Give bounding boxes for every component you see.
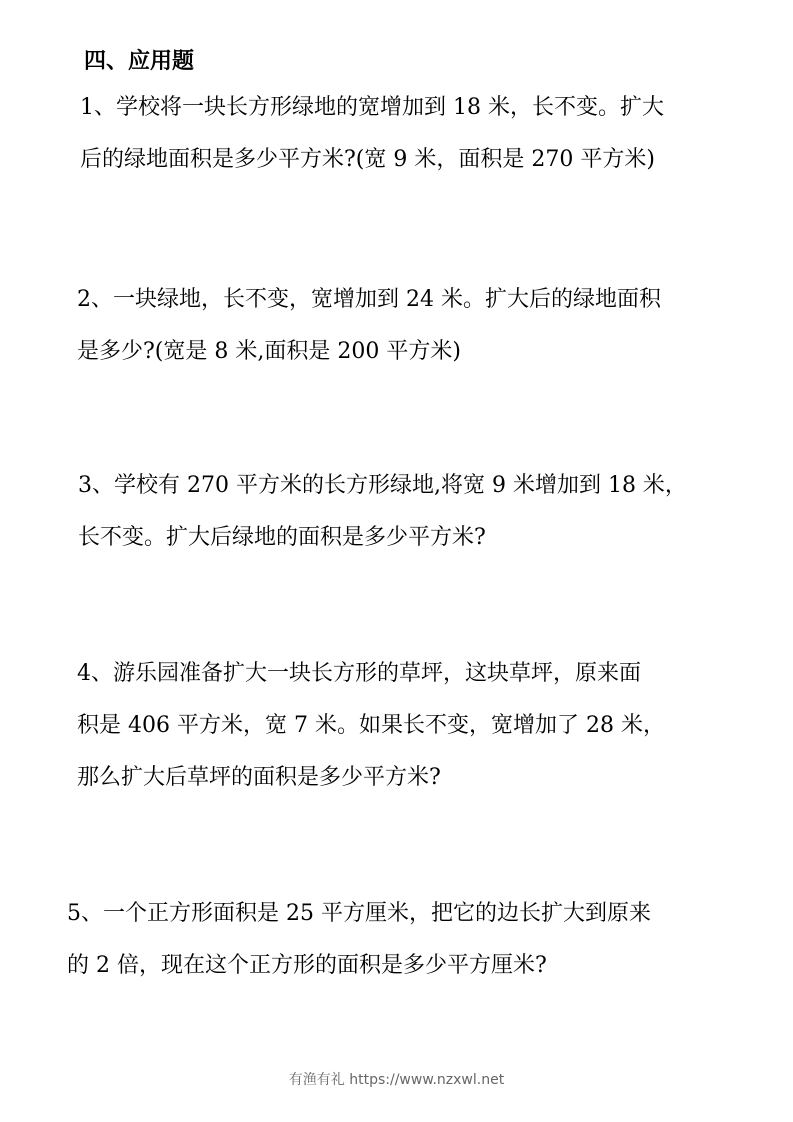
problem-2-line-2: 是多少?(宽是 8 米,面积是 200 平方米) bbox=[77, 339, 461, 364]
problem-2-line-1: 2、一块绿地，长不变，宽增加到 24 米。扩大后的绿地面积 bbox=[77, 287, 661, 312]
problem-3-line-2: 长不变。扩大后绿地的面积是多少平方米? bbox=[78, 525, 486, 550]
problem-4-line-1: 4、游乐园准备扩大一块长方形的草坪，这块草坪，原来面 bbox=[77, 661, 641, 686]
problem-4-line-2: 积是 406 平方米，宽 7 米。如果长不变，宽增加了 28 米， bbox=[77, 713, 665, 738]
problem-4 bbox=[77, 648, 665, 804]
problem-4-line-3: 那么扩大后草坪的面积是多少平方米? bbox=[77, 765, 441, 790]
problem-2 bbox=[77, 274, 661, 378]
problem-1-line-1: 1、学校将一块长方形绿地的宽增加到 18 米，长不变。扩大 bbox=[80, 95, 664, 120]
problem-3 bbox=[78, 460, 687, 564]
problem-5-line-2: 的 2 倍，现在这个正方形的面积是多少平方厘米? bbox=[67, 953, 547, 978]
problem-1-line-2: 后的绿地面积是多少平方米?(宽 9 米，面积是 270 平方米) bbox=[80, 147, 655, 172]
problem-5 bbox=[67, 888, 651, 992]
problem-3-line-1: 3、学校有 270 平方米的长方形绿地,将宽 9 米增加到 18 米， bbox=[78, 473, 687, 498]
problem-1 bbox=[80, 82, 664, 186]
watermark-footer: 有渔有礼 https://www.nzxwl.net bbox=[288, 1072, 505, 1088]
section-heading: 四、应用题 bbox=[84, 49, 195, 74]
problem-5-line-1: 5、一个正方形面积是 25 平方厘米，把它的边长扩大到原来 bbox=[67, 901, 651, 926]
